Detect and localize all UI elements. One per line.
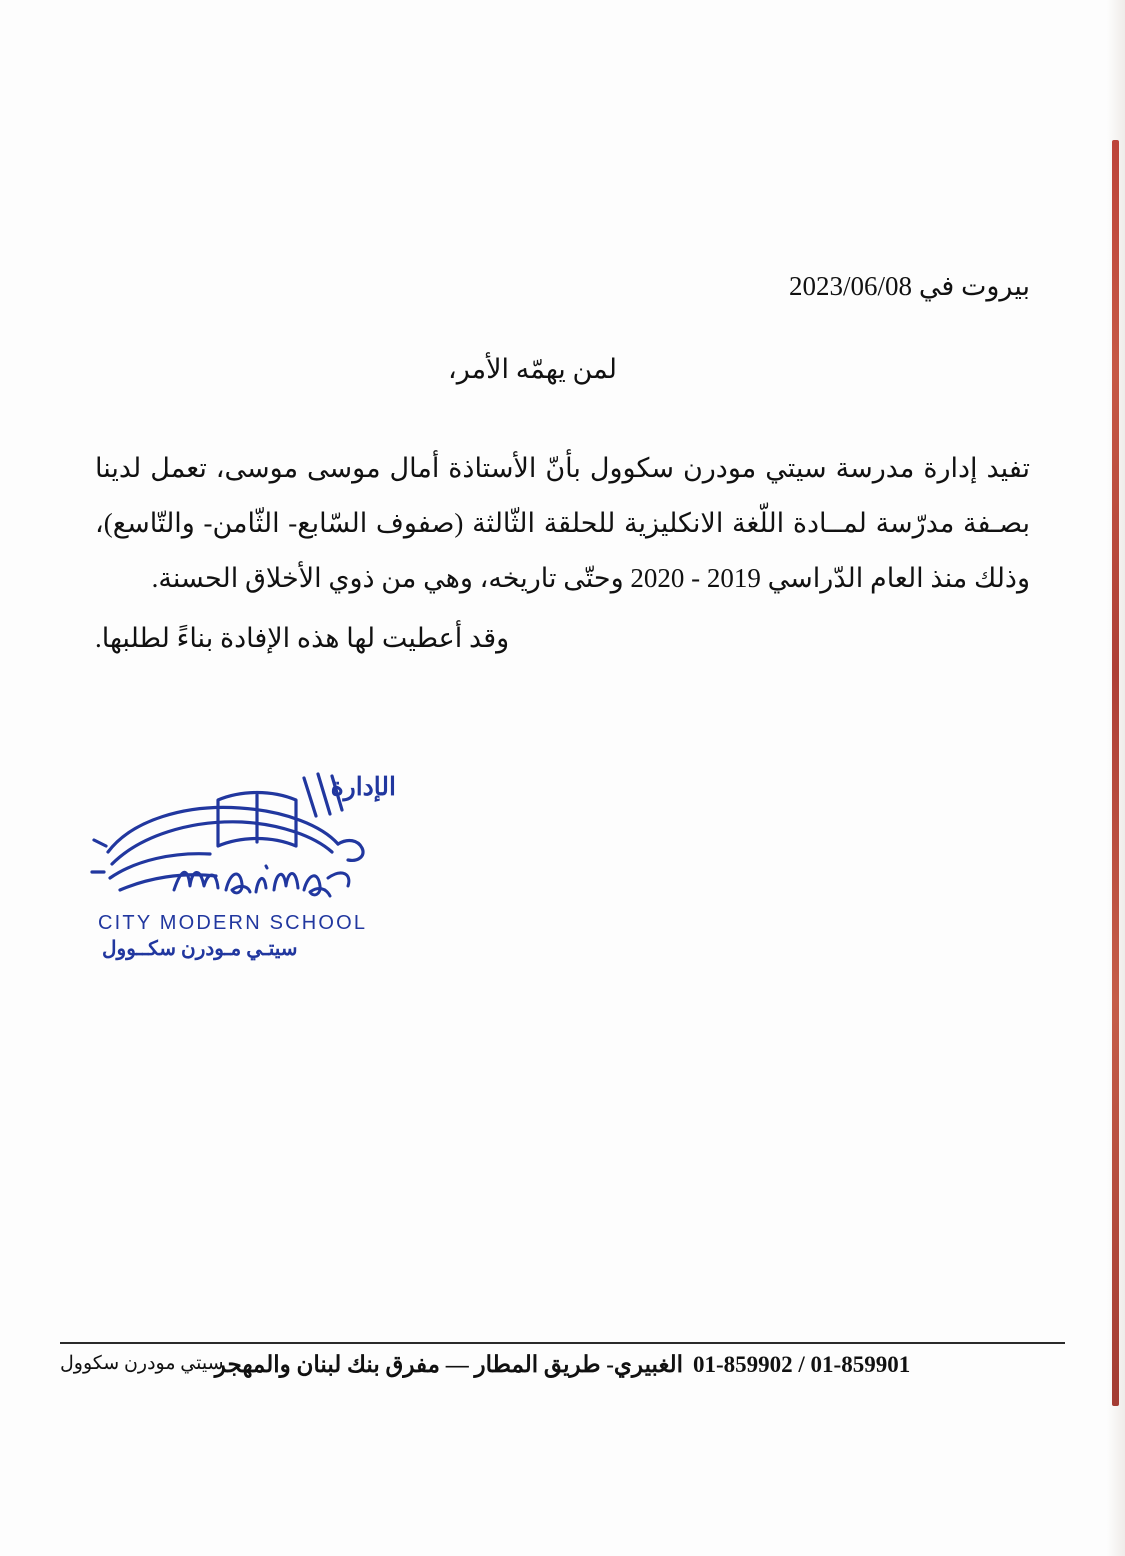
letter-body <box>95 0 1030 670</box>
footer-address: الغبيري- طريق المطار — مفرق بنك لبنان والمهجر <box>214 1352 683 1377</box>
paragraph-1: تفيد إدارة مدرسة سيتي مودرن سكوول بأنّ الأستاذة أمال موسى موسى، تعمل لدينا بصـفة مدرّسة لمــادة اللّغة الانكليزية للحلقة الثّالثة (صفوف السّابع- الثّامن- والتّاسع)، وذلك منذ العام الدّراسي 2019 - 2020 وحتّى تاريخه، وهي من ذوي الأخلاق الحسنة. <box>95 452 1030 594</box>
administration-label: الإدارة <box>330 774 396 801</box>
stamp-school-name-en: CITY MODERN SCHOOL <box>98 912 368 934</box>
date-line: بيروت في 2023/06/08 <box>789 271 1030 301</box>
footer-divider <box>60 1342 1065 1344</box>
letter-paragraphs <box>95 441 1030 666</box>
salutation: لمن يهمّه الأمر، <box>448 353 617 384</box>
scanner-red-strip <box>1112 140 1119 1406</box>
footer-school-short: سيتي مودرن سكوول <box>60 1353 224 1374</box>
stamp-school-name-ar: سيتـي مـودرن سكــوول <box>102 938 298 960</box>
closing-sentence: وقد أعطيت لها هذه الإفادة بناءً لطلبها. <box>95 622 510 653</box>
footer-phones: 01-859902 / 01-859901 <box>692 1352 911 1377</box>
signature-stamp-block <box>90 760 420 970</box>
